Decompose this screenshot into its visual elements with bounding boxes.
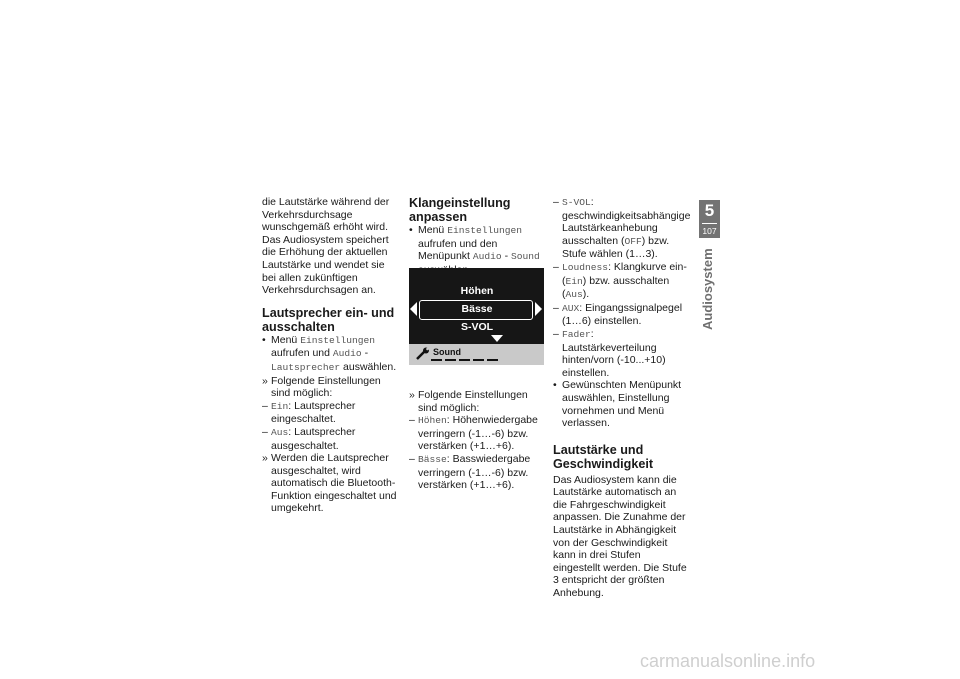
- wrench-icon: [414, 347, 430, 361]
- bullet-open-sound-menu: • Menü Einstellungen aufrufen und den Menüpunkt Audio - Sound: [409, 224, 540, 263]
- dash-item-aux: – AUX: Eingangssignalpegel (1…6) einstellen.: [553, 301, 683, 328]
- bullet-choose-menu-item: • Gewünschten Menüpunkt auswählen, Einstellung vornehmen und Menü verlassen.: [553, 379, 682, 430]
- menu-item-svol: S-VOL: [460, 321, 494, 333]
- dash-icon: –: [553, 327, 559, 340]
- result-arrow-icon: »: [262, 452, 268, 465]
- heading-sound-adjust: Klangeinstellung anpassen: [409, 196, 511, 224]
- arrow-right-icon: [534, 302, 543, 316]
- dash-item-on: – Ein: Lautsprecher eingeschaltet.: [262, 399, 356, 426]
- dash-icon: –: [409, 452, 415, 465]
- column-2-lower: [409, 389, 546, 492]
- bullet-icon: •: [262, 333, 266, 346]
- dash-item-svol: – S-VOL: geschwindigkeitsabhängige Lautstärkeanhebung ausschalten (OFF) bzw. Stufe wählen (1…3).: [553, 196, 691, 261]
- dash-item-treble: – Höhen: Höhenwiedergabe verringern (-1…-6) bzw. verstärken (+1…+6).: [409, 414, 538, 453]
- arrow-down-icon: [491, 335, 503, 342]
- dash-icon: –: [262, 399, 268, 412]
- result-bluetooth-note: » Werden die Lautsprecher ausgeschaltet, wird automatisch die Bluetooth-Funktion eingeschaltet und umgekehrt.: [262, 452, 397, 515]
- chapter-number: 5: [704, 201, 715, 220]
- page-number: 107: [702, 226, 717, 236]
- column-1: [262, 196, 400, 515]
- dash-icon: –: [553, 260, 559, 273]
- bullet-icon: •: [409, 224, 413, 236]
- menu-item-bass: Bässe: [461, 303, 493, 315]
- intro-paragraph: die Lautstärke während der Verkehrsdurchsage wunschgemäß erhöht wird. Das Audiosystem speichert die Erhöhung der aktuellen Lautstärke und wendet sie bei allen zukünftigen Verkehrsdurchsagen an.: [262, 196, 390, 297]
- dash-item-loudness: – Loudness: Klangkurve ein- (Ein) bzw. ausschalten (Aus).: [553, 260, 687, 301]
- menu-item-treble: Höhen: [460, 285, 494, 297]
- section-title-vertical: Audiosystem: [700, 248, 715, 330]
- bullet-open-speaker-menu: • Menü Einstellungen aufrufen und Audio - Lautsprecher auswählen.: [262, 333, 397, 373]
- display-footer-bar: [409, 344, 544, 365]
- arrow-left-icon: [409, 302, 418, 316]
- dash-icon: –: [553, 301, 559, 314]
- dash-item-off: – Aus: Lautsprecher ausgeschaltet.: [262, 425, 356, 452]
- result-settings-possible: » Folgende Einstellungen sind möglich:: [262, 374, 381, 400]
- dash-item-bass: – Bässe: Basswiedergabe verringern (-1…-6) bzw. verstärken (+1…+6).: [409, 452, 531, 492]
- column-3: [553, 196, 691, 600]
- result-arrow-icon: »: [409, 389, 415, 401]
- volume-speed-paragraph: Das Audiosystem kann die Lautstärke automatisch an die Fahrgeschwindigkeit anpassen. Die Zunahme der Lautstärke in Abhängigkeit von der Geschwindigkeit kann in drei Stufen eingestellt werden. Die Stufe 3 entspricht der größten Anhebung.: [553, 473, 687, 600]
- column-2: [409, 196, 546, 276]
- result-arrow-icon: »: [262, 374, 268, 387]
- heading-volume-speed: Lautstärke und Geschwindigkeit: [553, 442, 654, 471]
- chapter-tab: [699, 200, 720, 238]
- heading-speaker-toggle: Lautsprecher ein- und ausschalten: [262, 305, 395, 334]
- sound-menu-display: [409, 268, 544, 365]
- dash-icon: –: [409, 414, 415, 427]
- page-indicator-icon: [431, 358, 501, 362]
- dash-icon: –: [262, 425, 268, 438]
- display-footer-label: Sound: [433, 347, 461, 357]
- bullet-icon: •: [553, 379, 557, 392]
- watermark: carmanualsonline.info: [640, 651, 816, 671]
- result-sound-settings: » Folgende Einstellungen sind möglich:: [409, 389, 528, 414]
- dash-item-fader: – Fader: Lautstärkeverteilung hinten/vorn (-10...+10) einstellen.: [553, 327, 666, 379]
- dash-icon: –: [553, 196, 559, 208]
- tab-divider: [702, 223, 717, 224]
